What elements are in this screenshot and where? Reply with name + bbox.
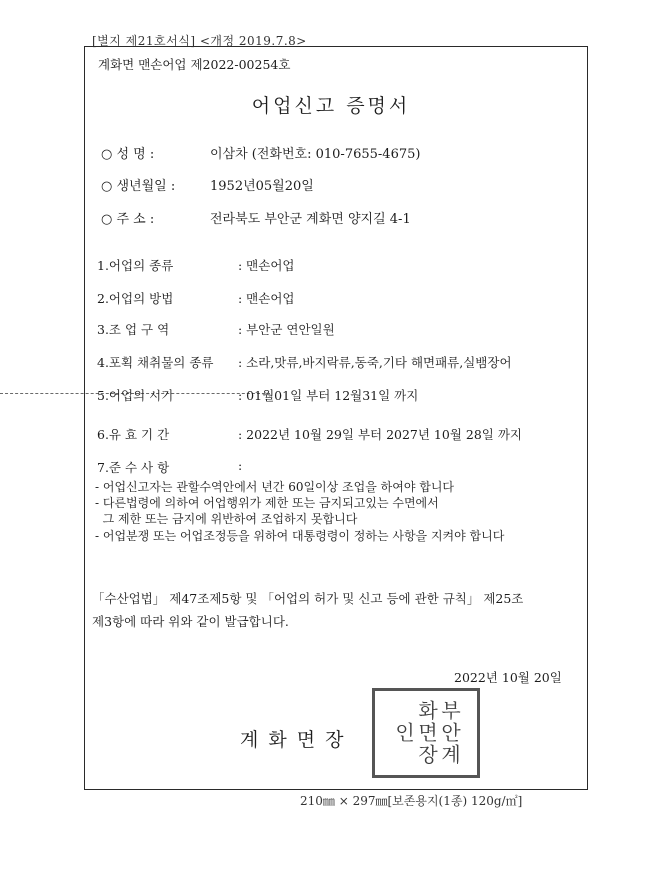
item-label: 7.준 수 사 항 — [97, 460, 170, 475]
issue-date: 2022년 10월 20일 — [454, 670, 562, 685]
paper-spec: 210㎜ × 297㎜[보존용지(1종) 120g/㎡] — [300, 794, 523, 808]
rule-line: - 다른법령에 의하여 어업행위가 제한 또는 금지되고있는 수면에서 — [95, 496, 439, 510]
address-value: 전라북도 부안군 계화면 양지길 4-1 — [210, 212, 411, 227]
address-label: ○ 주 소 : — [101, 212, 155, 227]
issuing-authority: 계 화 면 장 — [240, 729, 346, 751]
item-value: : 소라,맛류,바지락류,동죽,기타 해면패류,실뱀장어 — [238, 355, 512, 370]
birth-value: 1952년05월20일 — [210, 179, 314, 194]
item-label: 1.어업의 종류 — [97, 258, 174, 273]
seal-text: 부안계화면장인 — [391, 700, 462, 766]
name-label: ○ 성 명 : — [101, 147, 155, 162]
rule-line: 그 제한 또는 금지에 위반하여 조업하지 못합니다 — [95, 512, 358, 526]
item-label: 4.포획 채취물의 종류 — [97, 355, 214, 370]
item-value: : 부안군 연안일원 — [238, 322, 335, 337]
rule-line: - 어업분쟁 또는 어업조정등을 위하여 대통령령이 정하는 사항을 지켜야 합니다 — [95, 529, 505, 543]
item-value: : 맨손어업 — [238, 258, 295, 273]
form-code: [별지 제21호서식] <개정 2019.7.8> — [92, 34, 307, 48]
item-label: 6.유 효 기 간 — [97, 427, 170, 442]
birth-label: ○ 생년월일 : — [101, 179, 176, 194]
legal-basis: 「수산업법」 제47조제5항 및 「어업의 허가 및 신고 등에 관한 규칙」 제25조 — [92, 591, 524, 606]
document-title: 어업신고 증명서 — [251, 95, 411, 117]
legal-basis-cont: 제3항에 따라 위와 같이 발급합니다. — [92, 614, 289, 629]
name-value: 이삼차 (전화번호: 010-7655-4675) — [210, 147, 421, 162]
item-label: 2.어업의 방법 — [97, 291, 174, 306]
item-value: : 01월01일 부터 12월31일 까지 — [238, 388, 419, 403]
issue-number: 계화면 맨손어업 제2022-00254호 — [98, 57, 291, 72]
item-value: : 맨손어업 — [238, 291, 295, 306]
item-value: : 2022년 10월 29일 부터 2027년 10월 28일 까지 — [238, 427, 522, 442]
rule-line: - 어업신고자는 관할수역안에서 년간 60일이상 조업을 하여야 합니다 — [95, 480, 455, 494]
official-seal-stamp — [372, 688, 480, 778]
item-value: : — [238, 458, 243, 473]
item-label: 5.어업의 시기 — [97, 388, 174, 403]
item-label: 3.조 업 구 역 — [97, 322, 170, 337]
